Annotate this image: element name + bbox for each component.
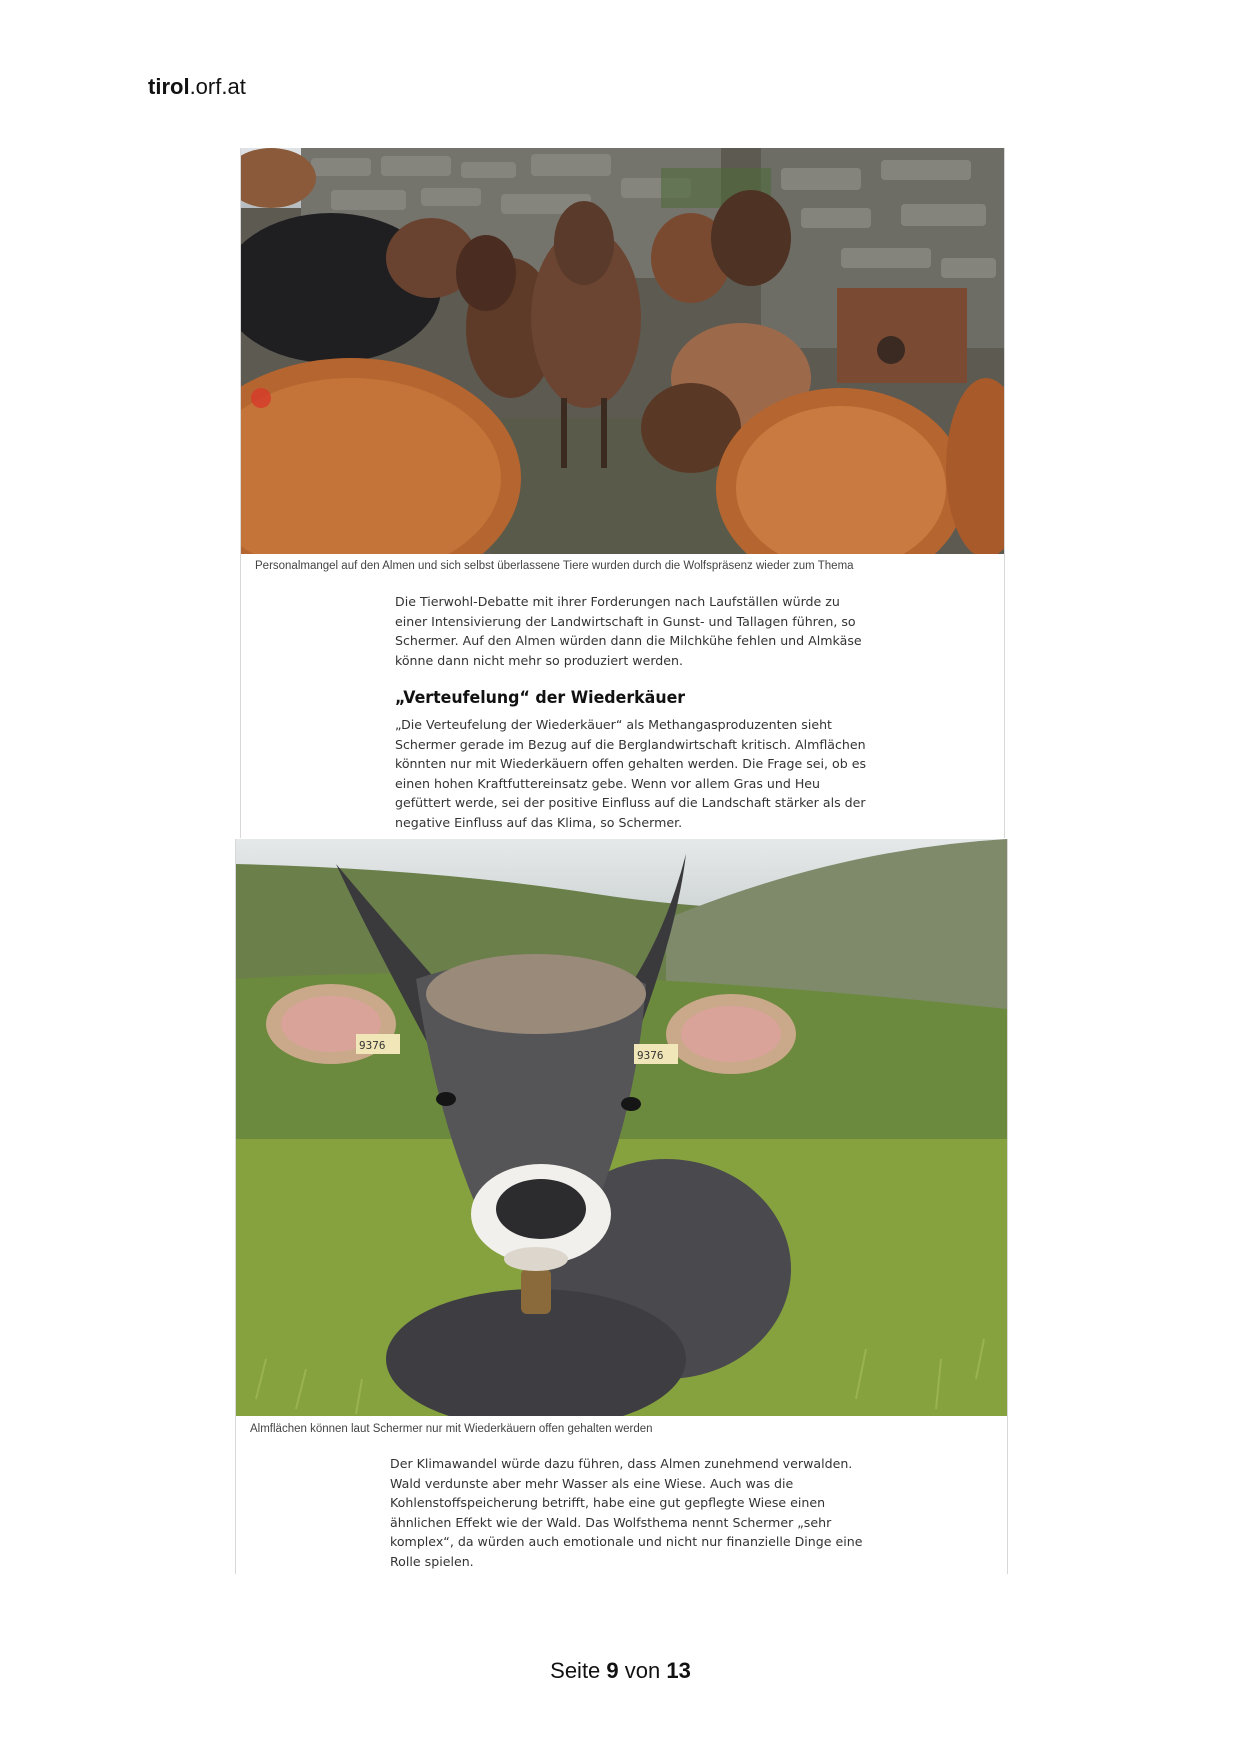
paragraph-text: Die Tierwohl-Debatte mit ihrer Forderungen nach Laufställen würde zu einer Intensivierung der Landwirtschaft in Gunst- und Tallagen führen, so Schermer. Auf den Almen würden dann die Milchkühe fehlen und Almkäse könne dann nicht mehr so produziert werden. (395, 594, 862, 668)
sheep-photo (241, 148, 1004, 554)
article-section-1 (240, 148, 1005, 838)
site-name-domain: .orf.at (189, 74, 246, 99)
page-number (0, 1658, 1241, 1684)
paragraph-text: „Die Verteufelung der Wiederkäuer“ als Methangasproduzenten sieht Schermer gerade im Bezug auf die Berglandwirtschaft kritisch. Almflächen könnten nur mit Wiederkäuern offen gehalten werden. Die Frage sei, ob es einen hohen Kraftfuttereinsatz gebe. Wenn vor allem Gras und Heu gefüttert werde, sei der positive Einfluss auf die Landschaft stärker als der negative Einfluss auf das Klima, so Schermer. (395, 717, 867, 830)
article-paragraph (395, 592, 875, 670)
cow-illustration (236, 839, 1007, 1416)
site-name-bold: tirol (148, 74, 190, 99)
current-page: 9 (606, 1658, 619, 1683)
page-separator: von (618, 1658, 667, 1683)
section-heading: „Verteufelung“ der Wiederkäuer (395, 688, 686, 708)
site-header (148, 74, 246, 100)
paragraph-text: Der Klimawandel würde dazu führen, dass Almen zunehmend verwalden. Wald verdunste aber mehr Wasser als eine Wiese. Auch was die Kohlenstoffspeicherung betrifft, habe eine gut gepflegte Wiese einen ähnlichen Effekt wie der Wald. Das Wolfsthema nennt Schermer „sehr komplex“, da würden auch emotionale und nicht nur finanzielle Dinge eine Rolle spielen. (390, 1456, 863, 1569)
sheep-photo-caption: Personalmangel auf den Almen und sich selbst überlassene Tiere wurden durch die Wolfspräsenz wieder zum Thema (255, 560, 854, 572)
article-paragraph (395, 715, 875, 832)
sheep-illustration (241, 148, 1004, 554)
article-paragraph (390, 1454, 880, 1571)
ear-tag-left: 9376 (359, 1039, 386, 1052)
ear-tag-right: 9376 (637, 1049, 664, 1062)
cow-photo (236, 839, 1007, 1416)
total-pages: 13 (666, 1658, 691, 1683)
page-label: Seite (550, 1658, 607, 1683)
article-section-2 (235, 839, 1008, 1574)
cow-photo-caption: Almflächen können laut Schermer nur mit Wiederkäuern offen gehalten werden (250, 1423, 653, 1435)
